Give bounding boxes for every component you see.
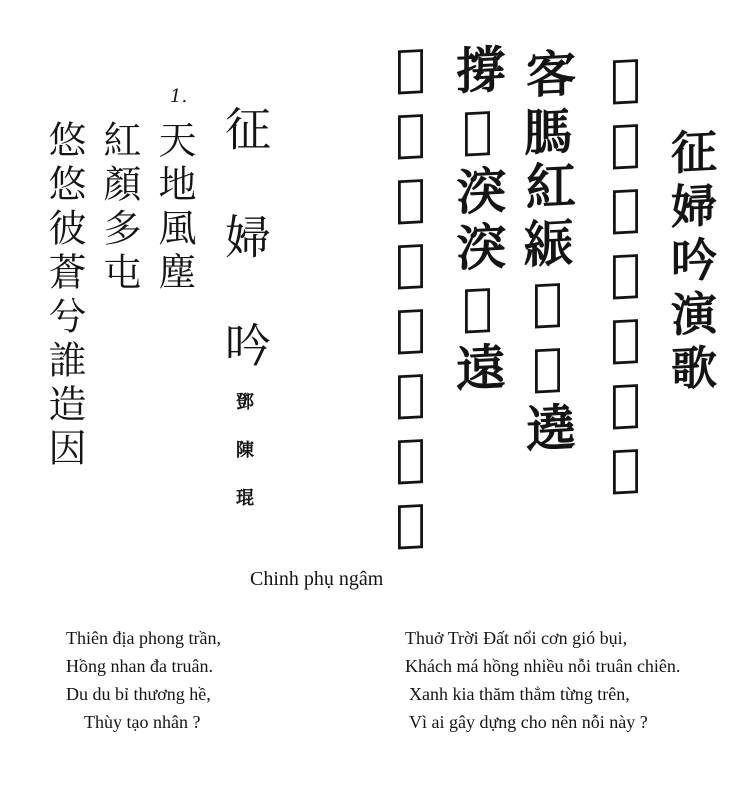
nom-heading-line: 客𦟐紅𦁟𣦍𢆥遶 [518, 46, 577, 460]
nom-heading-line: 𣋚盃坦沒干𡺀塘 [596, 46, 655, 505]
original-reading-block [66, 624, 366, 736]
translation-line: Vì ai gây dựng cho nên nỗi này ? [409, 712, 648, 732]
original-line: Thùy tạo nhân ? [84, 712, 201, 732]
han-poem-column: 悠悠彼蒼兮誰造因 [42, 120, 86, 472]
nom-heading-title: 征婦吟演歌 [664, 126, 718, 400]
author-name: 鄧陳琨 [233, 392, 254, 536]
original-line: Du du bỉ thương hề, [66, 684, 211, 704]
han-poem-title: 征婦吟 [218, 105, 272, 429]
original-line: Thiên địa phong trần, [66, 628, 221, 648]
translation-line: Khách má hồng nhiều nỗi truân chiên. [405, 656, 681, 676]
translation-line: Thuở Trời Đất nổi cơn gió bụi, [405, 628, 628, 648]
nom-heading-line: 𠹾埃𦰟𢒎朱𡬷𣦍㝵 [381, 36, 440, 560]
quoc-ngu-title: Chinh phụ ngâm [250, 568, 384, 590]
translation-block [405, 624, 750, 736]
nom-heading-line: 撐𡗶湥湥𢈱遠 [448, 42, 507, 400]
han-poem-column: 天地風塵 [152, 120, 196, 296]
han-poem-column: 紅顏多屯 [97, 120, 141, 296]
section-number: 1. [170, 86, 188, 107]
original-line: Hồng nhan đa truân. [66, 656, 213, 676]
translation-line: Xanh kia thăm thẳm từng trên, [409, 684, 630, 704]
